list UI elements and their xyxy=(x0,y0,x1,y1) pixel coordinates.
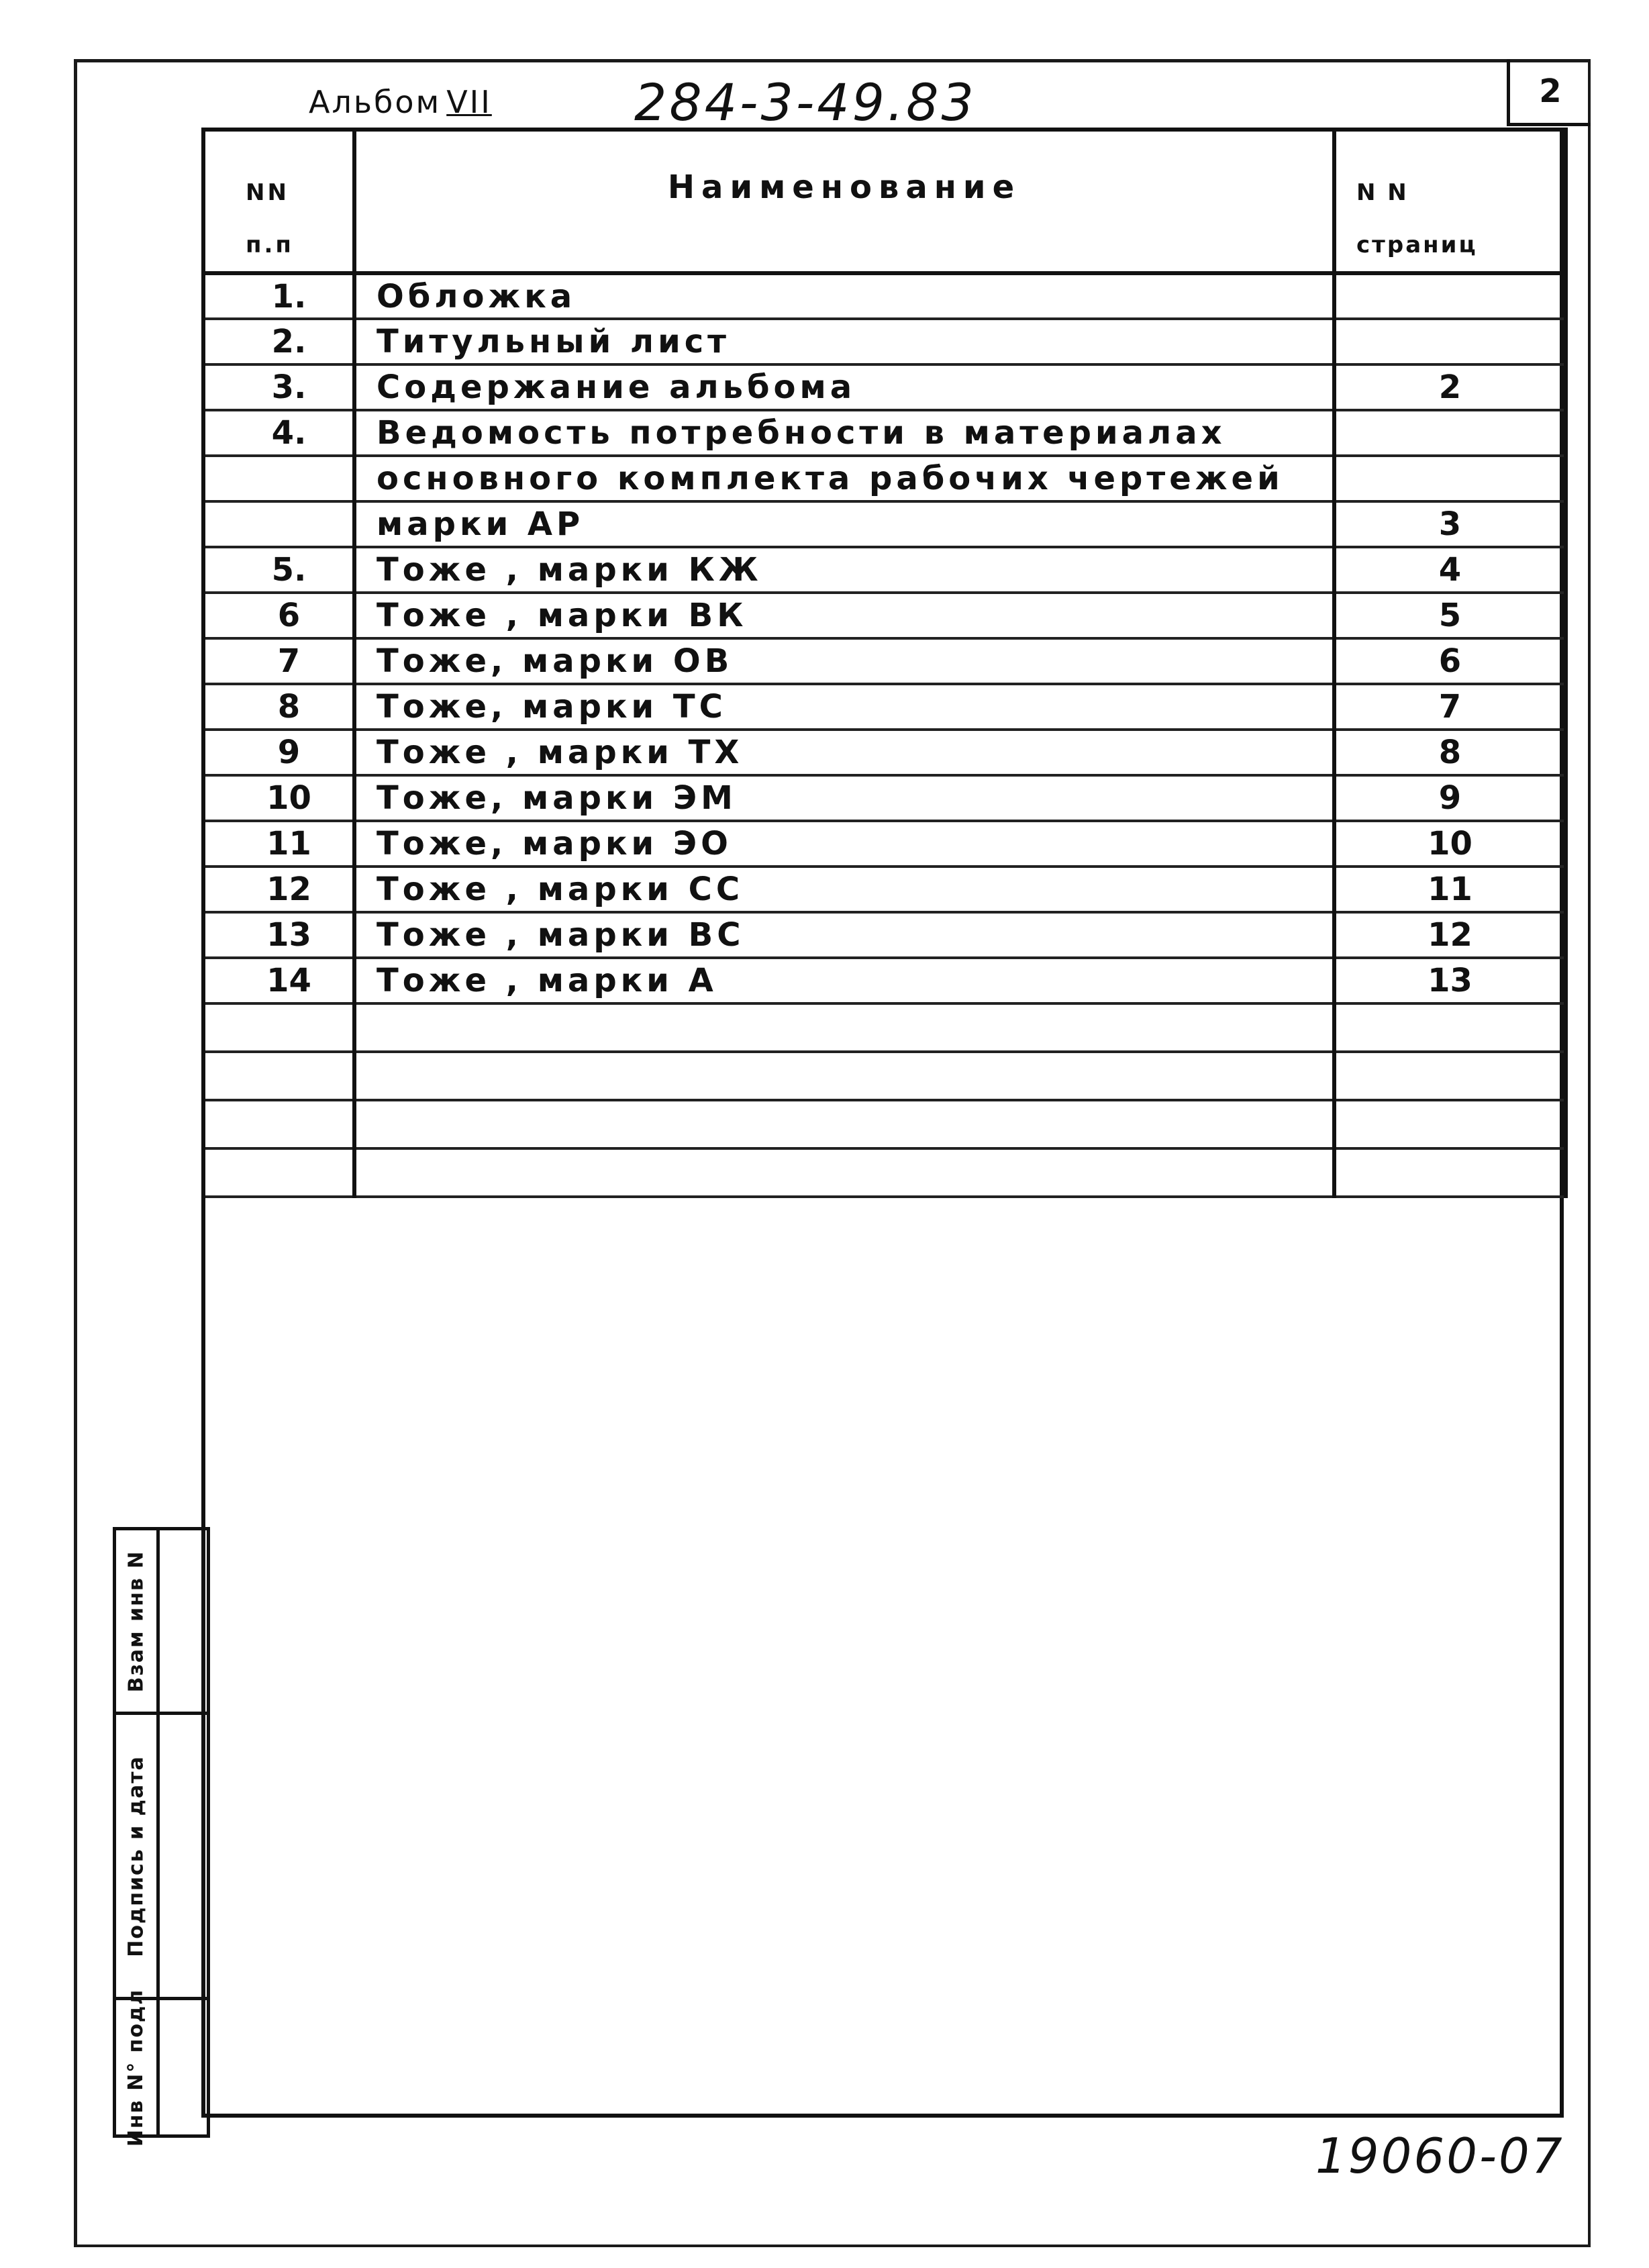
row-pages: 4 xyxy=(1334,547,1566,593)
row-number xyxy=(203,1100,354,1148)
row-name: Тоже , марки А xyxy=(354,958,1334,1003)
row-name: Тоже , марки ВК xyxy=(354,593,1334,638)
row-pages: 7 xyxy=(1334,684,1566,730)
side-stamp-values xyxy=(156,1527,210,2138)
row-name: Ведомость потребности в материалах xyxy=(354,410,1334,456)
row-number: 10 xyxy=(203,775,354,821)
table-row xyxy=(203,912,1566,958)
row-number xyxy=(203,1052,354,1100)
row-name: марки АР xyxy=(354,501,1334,547)
table-row xyxy=(203,456,1566,501)
row-number: 14 xyxy=(203,958,354,1003)
side-label-vzam: Взам инв N xyxy=(124,1550,148,1692)
document-code: 284-3-49.83 xyxy=(634,72,977,132)
table-row xyxy=(203,958,1566,1003)
table-row xyxy=(203,410,1566,456)
row-pages: 9 xyxy=(1334,775,1566,821)
table-row xyxy=(203,1052,1566,1100)
header-pages-line1: N N xyxy=(1356,179,1409,206)
row-pages: 3 xyxy=(1334,501,1566,547)
row-name: Тоже , марки СС xyxy=(354,867,1334,912)
header-number xyxy=(203,130,354,273)
row-name: Тоже, марки ЭО xyxy=(354,821,1334,867)
row-pages: 10 xyxy=(1334,821,1566,867)
table-row xyxy=(203,775,1566,821)
header-number-line1: NN xyxy=(246,179,289,206)
row-number: 3. xyxy=(203,364,354,410)
row-number: 2. xyxy=(203,319,354,364)
album-number: VII xyxy=(446,84,492,120)
side-label-podpis: Подпись и дата xyxy=(124,1755,148,1957)
row-pages xyxy=(1334,1003,1566,1052)
contents-table xyxy=(201,128,1568,1198)
row-name xyxy=(354,1052,1334,1100)
album-word: Альбом xyxy=(309,84,442,120)
row-pages xyxy=(1334,456,1566,501)
row-number xyxy=(203,1148,354,1197)
table-row xyxy=(203,501,1566,547)
row-number: 4. xyxy=(203,410,354,456)
table-row xyxy=(203,364,1566,410)
header-pages-line2: страниц xyxy=(1356,232,1478,258)
row-number: 1. xyxy=(203,273,354,319)
table-row xyxy=(203,1100,1566,1148)
row-number: 8 xyxy=(203,684,354,730)
row-number xyxy=(203,1003,354,1052)
header-pages xyxy=(1334,130,1566,273)
row-name: Тоже, марки ТС xyxy=(354,684,1334,730)
side-stamp xyxy=(113,1527,207,2147)
table-row xyxy=(203,730,1566,775)
row-name: Тоже, марки ОВ xyxy=(354,638,1334,684)
row-pages: 13 xyxy=(1334,958,1566,1003)
row-pages: 11 xyxy=(1334,867,1566,912)
row-pages xyxy=(1334,319,1566,364)
table-row xyxy=(203,684,1566,730)
table-row xyxy=(203,821,1566,867)
row-number: 13 xyxy=(203,912,354,958)
row-number: 12 xyxy=(203,867,354,912)
row-number: 6 xyxy=(203,593,354,638)
row-pages: 2 xyxy=(1334,364,1566,410)
row-number: 7 xyxy=(203,638,354,684)
row-name: Тоже , марки ТХ xyxy=(354,730,1334,775)
row-pages: 6 xyxy=(1334,638,1566,684)
row-pages xyxy=(1334,1148,1566,1197)
row-name: Тоже, марки ЭМ xyxy=(354,775,1334,821)
row-name: Содержание альбома xyxy=(354,364,1334,410)
page-number: 2 xyxy=(1507,59,1591,126)
row-number xyxy=(203,501,354,547)
archive-number: 19060-07 xyxy=(1315,2128,1564,2184)
header-name: Наименование xyxy=(354,130,1334,273)
row-pages: 5 xyxy=(1334,593,1566,638)
row-pages xyxy=(1334,410,1566,456)
row-name: Титульный лист xyxy=(354,319,1334,364)
row-number: 9 xyxy=(203,730,354,775)
row-pages: 8 xyxy=(1334,730,1566,775)
row-pages: 12 xyxy=(1334,912,1566,958)
row-name: Тоже , марки ВС xyxy=(354,912,1334,958)
row-number: 11 xyxy=(203,821,354,867)
row-name: Тоже , марки КЖ xyxy=(354,547,1334,593)
table-row xyxy=(203,638,1566,684)
table-row xyxy=(203,593,1566,638)
table-row xyxy=(203,547,1566,593)
row-number: 5. xyxy=(203,547,354,593)
row-pages xyxy=(1334,273,1566,319)
table-row xyxy=(203,273,1566,319)
row-name xyxy=(354,1003,1334,1052)
row-name: основного комплекта рабочих чертежей xyxy=(354,456,1334,501)
header-number-line2: п.п xyxy=(246,232,294,258)
row-name: Обложка xyxy=(354,273,1334,319)
table-row xyxy=(203,1148,1566,1197)
row-name xyxy=(354,1100,1334,1148)
table-row xyxy=(203,1003,1566,1052)
table-header-row xyxy=(203,130,1566,273)
table-row xyxy=(203,867,1566,912)
row-number xyxy=(203,456,354,501)
album-label xyxy=(309,84,492,120)
side-label-inv: Инв N° подл xyxy=(124,1988,148,2147)
table-row xyxy=(203,319,1566,364)
row-name xyxy=(354,1148,1334,1197)
row-pages xyxy=(1334,1052,1566,1100)
row-pages xyxy=(1334,1100,1566,1148)
